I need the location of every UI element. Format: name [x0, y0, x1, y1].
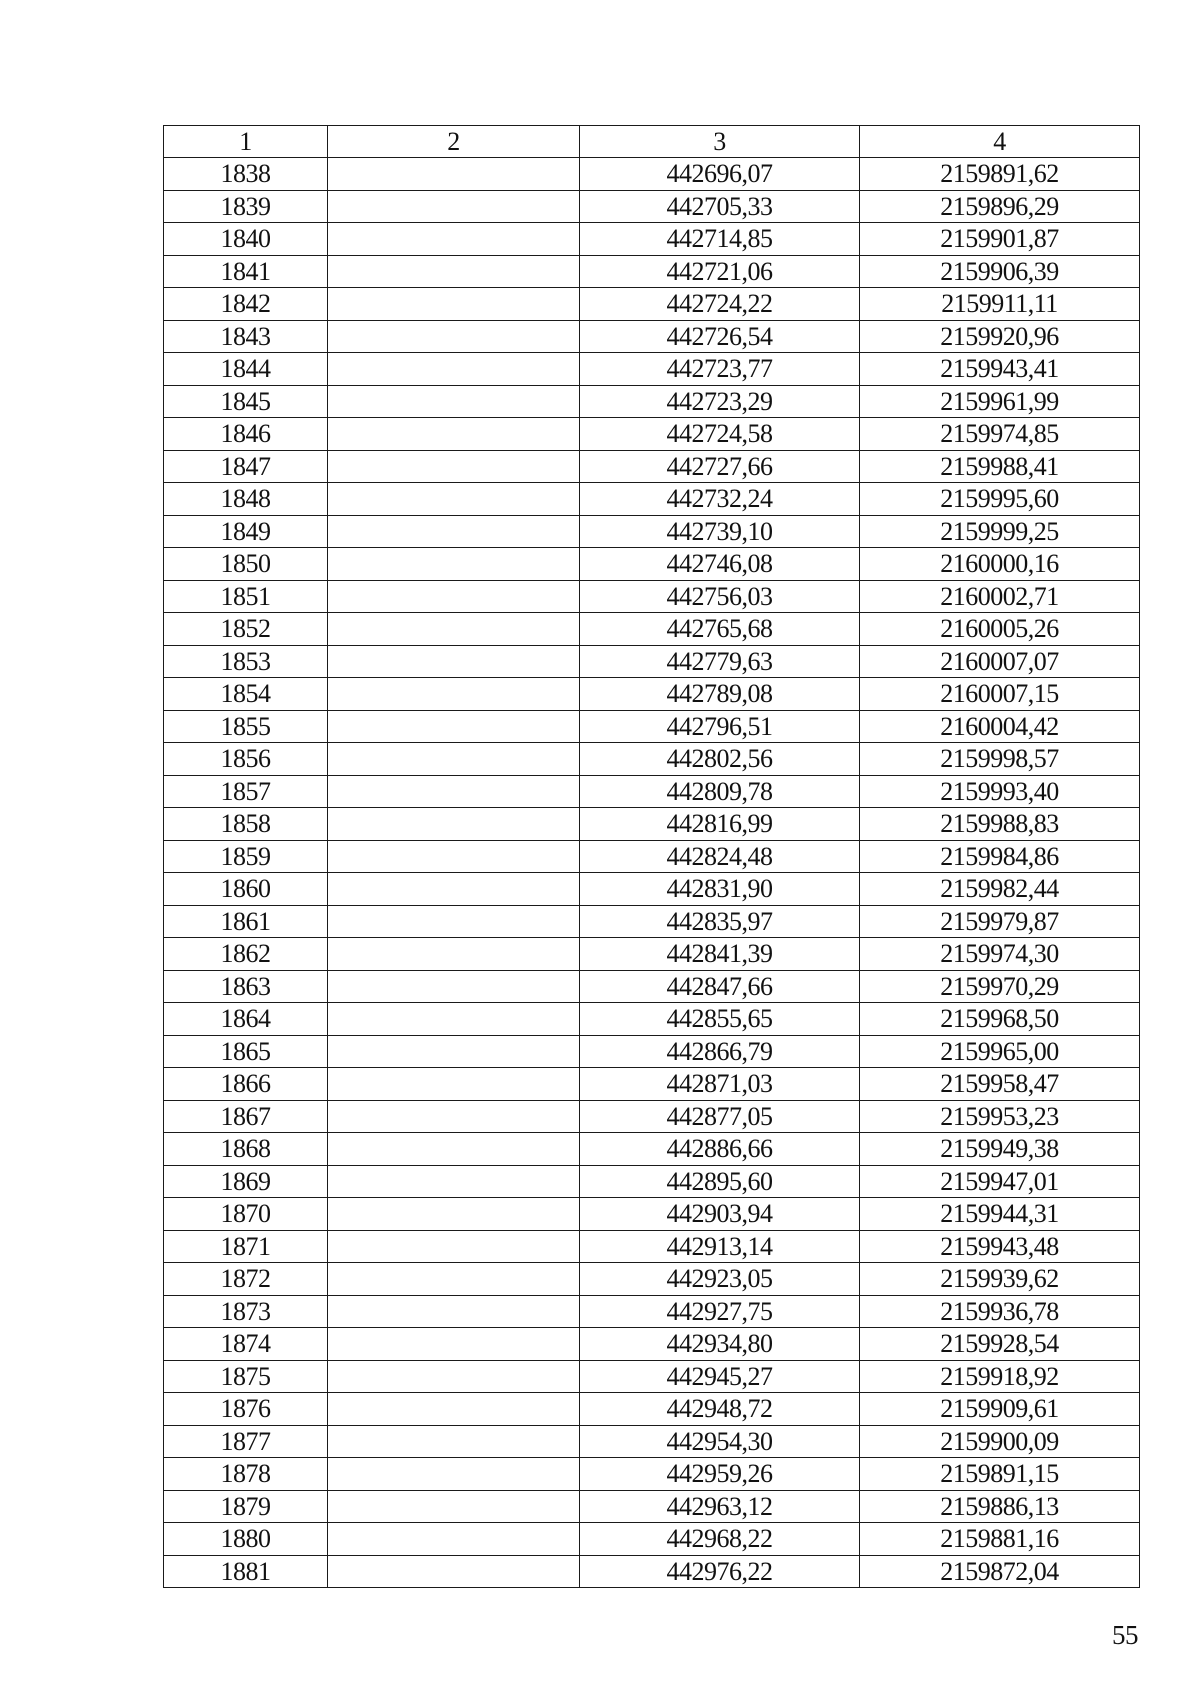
table-cell-col-4: 2159961,99	[860, 385, 1140, 418]
table-cell-col-4: 2159928,54	[860, 1328, 1140, 1361]
table-cell-col-1: 1858	[164, 808, 328, 841]
table-cell-col-4: 2159995,60	[860, 483, 1140, 516]
table-row	[164, 1555, 1140, 1588]
table-cell-col-2	[328, 418, 580, 451]
table-cell-col-3: 442816,99	[580, 808, 860, 841]
table-cell-col-4: 2159939,62	[860, 1263, 1140, 1296]
table-cell-col-3: 442739,10	[580, 515, 860, 548]
table-cell-col-3: 442721,06	[580, 255, 860, 288]
table-cell-col-1: 1849	[164, 515, 328, 548]
table-cell-col-4: 2159943,48	[860, 1230, 1140, 1263]
table-cell-col-4: 2159982,44	[860, 873, 1140, 906]
table-cell-col-1: 1879	[164, 1490, 328, 1523]
table-row	[164, 645, 1140, 678]
table-cell-col-1: 1880	[164, 1523, 328, 1556]
table-cell-col-2	[328, 613, 580, 646]
table-cell-col-1: 1847	[164, 450, 328, 483]
table-row	[164, 1003, 1140, 1036]
table-cell-col-3: 442809,78	[580, 775, 860, 808]
table-header	[164, 126, 1140, 158]
table-cell-col-4: 2159920,96	[860, 320, 1140, 353]
table-row	[164, 1523, 1140, 1556]
table-cell-col-2	[328, 255, 580, 288]
table-cell-col-3: 442802,56	[580, 743, 860, 776]
table-row	[164, 1068, 1140, 1101]
table-cell-col-1: 1846	[164, 418, 328, 451]
header-cell-1: 1	[164, 126, 328, 158]
table-cell-col-2	[328, 548, 580, 581]
table-cell-col-3: 442847,66	[580, 970, 860, 1003]
table-cell-col-3: 442927,75	[580, 1295, 860, 1328]
table-cell-col-4: 2159872,04	[860, 1555, 1140, 1588]
table-cell-col-4: 2159900,09	[860, 1425, 1140, 1458]
table-cell-col-4: 2159979,87	[860, 905, 1140, 938]
table-cell-col-3: 442756,03	[580, 580, 860, 613]
table-row	[164, 613, 1140, 646]
table-cell-col-4: 2159988,83	[860, 808, 1140, 841]
table-cell-col-3: 442835,97	[580, 905, 860, 938]
table-cell-col-1: 1865	[164, 1035, 328, 1068]
header-cell-3: 3	[580, 126, 860, 158]
table-cell-col-2	[328, 970, 580, 1003]
table-cell-col-3: 442886,66	[580, 1133, 860, 1166]
table-cell-col-4: 2159891,15	[860, 1458, 1140, 1491]
table-cell-col-2	[328, 1295, 580, 1328]
table-row	[164, 743, 1140, 776]
table-cell-col-4: 2159974,85	[860, 418, 1140, 451]
table-cell-col-2	[328, 1393, 580, 1426]
table-cell-col-3: 442779,63	[580, 645, 860, 678]
table-cell-col-2	[328, 515, 580, 548]
table-cell-col-1: 1841	[164, 255, 328, 288]
table-cell-col-4: 2159943,41	[860, 353, 1140, 386]
table-row	[164, 808, 1140, 841]
table-cell-col-1: 1856	[164, 743, 328, 776]
table-row	[164, 418, 1140, 451]
table-cell-col-4: 2159881,16	[860, 1523, 1140, 1556]
table-cell-col-4: 2159974,30	[860, 938, 1140, 971]
table-cell-col-4: 2159886,13	[860, 1490, 1140, 1523]
table-row	[164, 905, 1140, 938]
table-row	[164, 970, 1140, 1003]
table-cell-col-1: 1859	[164, 840, 328, 873]
table-cell-col-1: 1852	[164, 613, 328, 646]
table-cell-col-3: 442732,24	[580, 483, 860, 516]
table-row	[164, 1425, 1140, 1458]
table-cell-col-3: 442765,68	[580, 613, 860, 646]
table-cell-col-2	[328, 288, 580, 321]
table-cell-col-3: 442903,94	[580, 1198, 860, 1231]
table-cell-col-1: 1872	[164, 1263, 328, 1296]
header-cell-4: 4	[860, 126, 1140, 158]
table-cell-col-2	[328, 190, 580, 223]
table-cell-col-3: 442724,58	[580, 418, 860, 451]
table-cell-col-3: 442959,26	[580, 1458, 860, 1491]
table-cell-col-2	[328, 158, 580, 191]
table-cell-col-3: 442789,08	[580, 678, 860, 711]
table-row	[164, 1393, 1140, 1426]
table-row	[164, 678, 1140, 711]
table-row	[164, 873, 1140, 906]
table-cell-col-2	[328, 1490, 580, 1523]
table-row	[164, 255, 1140, 288]
table-cell-col-1: 1844	[164, 353, 328, 386]
table-cell-col-4: 2159909,61	[860, 1393, 1140, 1426]
table-cell-col-2	[328, 873, 580, 906]
table-cell-col-1: 1853	[164, 645, 328, 678]
table-row	[164, 710, 1140, 743]
table-cell-col-1: 1860	[164, 873, 328, 906]
table-row	[164, 1458, 1140, 1491]
table-cell-col-1: 1871	[164, 1230, 328, 1263]
table-cell-col-2	[328, 1035, 580, 1068]
table-row	[164, 450, 1140, 483]
table-cell-col-2	[328, 1555, 580, 1588]
table-row	[164, 353, 1140, 386]
table-cell-col-1: 1839	[164, 190, 328, 223]
table-cell-col-1: 1857	[164, 775, 328, 808]
table-cell-col-1: 1855	[164, 710, 328, 743]
table-cell-col-1: 1867	[164, 1100, 328, 1133]
table-cell-col-4: 2159936,78	[860, 1295, 1140, 1328]
table-cell-col-2	[328, 223, 580, 256]
table-cell-col-1: 1854	[164, 678, 328, 711]
table-cell-col-4: 2159947,01	[860, 1165, 1140, 1198]
table-row	[164, 385, 1140, 418]
table-cell-col-3: 442895,60	[580, 1165, 860, 1198]
table-cell-col-3: 442723,77	[580, 353, 860, 386]
table-cell-col-4: 2159968,50	[860, 1003, 1140, 1036]
table-cell-col-2	[328, 1003, 580, 1036]
table-cell-col-2	[328, 645, 580, 678]
table-cell-col-3: 442948,72	[580, 1393, 860, 1426]
table-cell-col-2	[328, 775, 580, 808]
table-cell-col-2	[328, 1198, 580, 1231]
table-row	[164, 1100, 1140, 1133]
table-cell-col-2	[328, 743, 580, 776]
table-cell-col-3: 442796,51	[580, 710, 860, 743]
table-cell-col-1: 1877	[164, 1425, 328, 1458]
table-cell-col-1: 1873	[164, 1295, 328, 1328]
table-cell-col-2	[328, 1133, 580, 1166]
table-cell-col-2	[328, 1263, 580, 1296]
table-cell-col-1: 1863	[164, 970, 328, 1003]
table-row	[164, 158, 1140, 191]
table-cell-col-1: 1875	[164, 1360, 328, 1393]
table-row	[164, 1230, 1140, 1263]
table-row	[164, 938, 1140, 971]
table-cell-col-1: 1862	[164, 938, 328, 971]
table-row	[164, 1198, 1140, 1231]
table-cell-col-4: 2159944,31	[860, 1198, 1140, 1231]
table-cell-col-4: 2160000,16	[860, 548, 1140, 581]
table-cell-col-4: 2159998,57	[860, 743, 1140, 776]
table-cell-col-2	[328, 450, 580, 483]
table-cell-col-3: 442968,22	[580, 1523, 860, 1556]
table-cell-col-2	[328, 938, 580, 971]
table-cell-col-3: 442877,05	[580, 1100, 860, 1133]
table-cell-col-1: 1845	[164, 385, 328, 418]
table-cell-col-1: 1866	[164, 1068, 328, 1101]
table-cell-col-4: 2159949,38	[860, 1133, 1140, 1166]
table-cell-col-1: 1868	[164, 1133, 328, 1166]
table-cell-col-1: 1861	[164, 905, 328, 938]
table-cell-col-4: 2159891,62	[860, 158, 1140, 191]
table-cell-col-3: 442824,48	[580, 840, 860, 873]
table-row	[164, 580, 1140, 613]
table-cell-col-2	[328, 320, 580, 353]
table-cell-col-1: 1870	[164, 1198, 328, 1231]
table-cell-col-4: 2159953,23	[860, 1100, 1140, 1133]
table-cell-col-4: 2159906,39	[860, 255, 1140, 288]
table-cell-col-2	[328, 353, 580, 386]
table-cell-col-1: 1851	[164, 580, 328, 613]
table-cell-col-3: 442945,27	[580, 1360, 860, 1393]
table-cell-col-3: 442746,08	[580, 548, 860, 581]
table-cell-col-4: 2160007,07	[860, 645, 1140, 678]
table-row	[164, 1295, 1140, 1328]
table-cell-col-1: 1881	[164, 1555, 328, 1588]
table-cell-col-1: 1869	[164, 1165, 328, 1198]
table-cell-col-2	[328, 580, 580, 613]
table-cell-col-1: 1878	[164, 1458, 328, 1491]
table-cell-col-4: 2160002,71	[860, 580, 1140, 613]
table-row	[164, 1490, 1140, 1523]
table-cell-col-3: 442705,33	[580, 190, 860, 223]
header-row	[164, 126, 1140, 158]
table-cell-col-3: 442724,22	[580, 288, 860, 321]
table-cell-col-2	[328, 385, 580, 418]
table-cell-col-2	[328, 840, 580, 873]
table-cell-col-4: 2160007,15	[860, 678, 1140, 711]
table-cell-col-3: 442714,85	[580, 223, 860, 256]
coordinates-table	[163, 125, 1140, 1588]
table-cell-col-4: 2159988,41	[860, 450, 1140, 483]
table-cell-col-1: 1850	[164, 548, 328, 581]
table-cell-col-4: 2160005,26	[860, 613, 1140, 646]
table-cell-col-3: 442923,05	[580, 1263, 860, 1296]
table-cell-col-3: 442913,14	[580, 1230, 860, 1263]
table-cell-col-2	[328, 1165, 580, 1198]
table-cell-col-2	[328, 1068, 580, 1101]
table-cell-col-4: 2159911,11	[860, 288, 1140, 321]
table-row	[164, 1035, 1140, 1068]
table-row	[164, 1360, 1140, 1393]
table-cell-col-4: 2159999,25	[860, 515, 1140, 548]
table-cell-col-3: 442726,54	[580, 320, 860, 353]
table-row	[164, 483, 1140, 516]
table-cell-col-1: 1874	[164, 1328, 328, 1361]
table-cell-col-4: 2159993,40	[860, 775, 1140, 808]
table-cell-col-4: 2159958,47	[860, 1068, 1140, 1101]
table-cell-col-2	[328, 483, 580, 516]
table-cell-col-4: 2159965,00	[860, 1035, 1140, 1068]
table-row	[164, 548, 1140, 581]
table-cell-col-1: 1876	[164, 1393, 328, 1426]
table-row	[164, 1328, 1140, 1361]
table-cell-col-2	[328, 1360, 580, 1393]
table-cell-col-3: 442866,79	[580, 1035, 860, 1068]
table-cell-col-3: 442976,22	[580, 1555, 860, 1588]
table-cell-col-4: 2159896,29	[860, 190, 1140, 223]
table-row	[164, 190, 1140, 223]
table-cell-col-4: 2159901,87	[860, 223, 1140, 256]
table-row	[164, 288, 1140, 321]
table-cell-col-2	[328, 1425, 580, 1458]
table-cell-col-3: 442855,65	[580, 1003, 860, 1036]
table-cell-col-4: 2159918,92	[860, 1360, 1140, 1393]
table-cell-col-1: 1838	[164, 158, 328, 191]
table-cell-col-2	[328, 905, 580, 938]
table-cell-col-2	[328, 1458, 580, 1491]
table-row	[164, 1165, 1140, 1198]
table-cell-col-1: 1842	[164, 288, 328, 321]
table-row	[164, 775, 1140, 808]
table-row	[164, 1133, 1140, 1166]
table-cell-col-4: 2160004,42	[860, 710, 1140, 743]
table-cell-col-3: 442727,66	[580, 450, 860, 483]
table-row	[164, 515, 1140, 548]
table-cell-col-2	[328, 1230, 580, 1263]
table-cell-col-3: 442696,07	[580, 158, 860, 191]
table-cell-col-2	[328, 1100, 580, 1133]
table-body	[164, 158, 1140, 1588]
table-row	[164, 223, 1140, 256]
page-number: 55	[1112, 1620, 1138, 1650]
table-cell-col-3: 442871,03	[580, 1068, 860, 1101]
table-cell-col-2	[328, 1328, 580, 1361]
table-cell-col-3: 442841,39	[580, 938, 860, 971]
table-cell-col-3: 442954,30	[580, 1425, 860, 1458]
table-cell-col-1: 1843	[164, 320, 328, 353]
table-cell-col-2	[328, 1523, 580, 1556]
table-cell-col-2	[328, 808, 580, 841]
table-cell-col-3: 442723,29	[580, 385, 860, 418]
table-cell-col-4: 2159970,29	[860, 970, 1140, 1003]
table-cell-col-1: 1864	[164, 1003, 328, 1036]
table-cell-col-3: 442934,80	[580, 1328, 860, 1361]
table-row	[164, 1263, 1140, 1296]
table-cell-col-2	[328, 710, 580, 743]
table-row	[164, 320, 1140, 353]
table-cell-col-2	[328, 678, 580, 711]
header-cell-2: 2	[328, 126, 580, 158]
table-cell-col-1: 1848	[164, 483, 328, 516]
table-cell-col-3: 442831,90	[580, 873, 860, 906]
table-cell-col-1: 1840	[164, 223, 328, 256]
table-row	[164, 840, 1140, 873]
table-cell-col-4: 2159984,86	[860, 840, 1140, 873]
table-cell-col-3: 442963,12	[580, 1490, 860, 1523]
